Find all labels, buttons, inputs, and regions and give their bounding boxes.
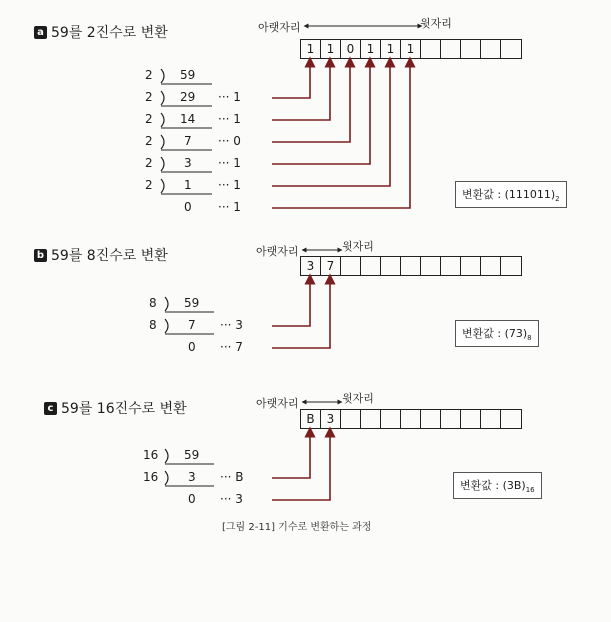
remainder: ··· 1 (218, 156, 241, 170)
division-bracket (161, 157, 164, 171)
dividend: 7 (184, 134, 192, 148)
section-c-result-base: 16 (525, 486, 535, 495)
dividend: 3 (188, 470, 196, 484)
remainder-arrow (272, 62, 330, 120)
section-b-high-label: 윗자리 (342, 240, 374, 253)
digit-cell (341, 257, 361, 275)
section-c-digit-cells (300, 409, 522, 429)
digit-cell (341, 410, 361, 428)
digit-cell (421, 257, 441, 275)
section-b-badge: b (34, 249, 47, 262)
dividend: 59 (184, 448, 200, 462)
digit-cell (401, 410, 421, 428)
digit-cell (461, 257, 481, 275)
section-a-result-box (455, 181, 567, 208)
section-b-result-value: (73) (504, 327, 528, 340)
digit-cell (361, 410, 381, 428)
dividend: 7 (188, 318, 196, 332)
digit-cell (381, 257, 401, 275)
dividend: 1 (184, 178, 192, 192)
divisor: 2 (145, 156, 153, 170)
section-c-badge: c (44, 402, 57, 415)
remainder: ··· 1 (218, 178, 241, 192)
section-c-result-box (453, 472, 542, 499)
divisor: 2 (145, 178, 153, 192)
section-c-heading (44, 398, 187, 418)
remainder: ··· 3 (220, 492, 243, 506)
division-bracket (161, 91, 164, 105)
remainder: ··· 1 (218, 112, 241, 126)
remainder-arrow (272, 62, 310, 98)
section-c-title: 59를 16진수로 변환 (61, 401, 187, 417)
section-c-result-value: (3B) (502, 479, 526, 492)
remainder-arrow (272, 62, 410, 208)
dividend: 0 (184, 200, 192, 214)
digit-cell (381, 410, 401, 428)
dividend: 14 (180, 112, 196, 126)
digit-cell (481, 410, 501, 428)
remainder: ··· 1 (218, 200, 241, 214)
dividend: 29 (180, 90, 196, 104)
digit-cell (401, 257, 421, 275)
remainder-arrow (272, 432, 330, 500)
digit-cell: B (301, 410, 321, 428)
remainder-arrow (272, 279, 330, 348)
remainder-arrow (272, 279, 310, 326)
remainder: ··· 3 (220, 318, 243, 332)
dividend: 0 (188, 492, 196, 506)
digit-cell: 3 (301, 257, 321, 275)
divisor: 8 (149, 318, 157, 332)
remainder-arrow (272, 432, 310, 478)
digit-cell (441, 257, 461, 275)
division-bracket (165, 449, 168, 463)
digit-cell: 3 (321, 410, 341, 428)
section-b-digit-cells (300, 256, 522, 276)
digit-cell (481, 40, 501, 58)
division-bracket (161, 179, 164, 193)
digit-cell (441, 40, 461, 58)
division-bracket (161, 69, 164, 83)
section-b-title: 59를 8진수로 변환 (51, 248, 168, 264)
dividend: 0 (188, 340, 196, 354)
digit-cell (361, 257, 381, 275)
remainder-arrow (272, 62, 350, 142)
division-bracket (165, 297, 168, 311)
section-b-low-label: 아랫자리 (256, 245, 299, 258)
remainder: ··· B (220, 470, 244, 484)
digit-cell: 1 (301, 40, 321, 58)
section-c-result-label: 변환값 : (460, 479, 503, 492)
digit-cell (501, 40, 521, 58)
digit-cell (501, 410, 521, 428)
dividend: 59 (180, 68, 196, 82)
division-bracket (165, 471, 168, 485)
digit-cell (421, 40, 441, 58)
section-a-title: 59를 2진수로 변환 (51, 25, 168, 41)
digit-cell (461, 410, 481, 428)
digit-cell (461, 40, 481, 58)
divisor: 2 (145, 68, 153, 82)
digit-cell (421, 410, 441, 428)
dividend: 3 (184, 156, 192, 170)
section-a-low-label: 아랫자리 (258, 21, 301, 34)
divisor: 8 (149, 296, 157, 310)
section-a-heading (34, 22, 168, 42)
digit-cell: 7 (321, 257, 341, 275)
divisor: 16 (143, 448, 159, 462)
section-a-result-label: 변환값 : (462, 188, 505, 201)
division-bracket (161, 113, 164, 127)
digit-cell (501, 257, 521, 275)
section-a-result-base: 2 (555, 195, 560, 204)
remainder-arrow (272, 62, 370, 164)
figure-caption: [그림 2-11] 기수로 변환하는 과정 (222, 522, 372, 533)
section-b-result-box (455, 320, 539, 347)
digit-cell: 1 (321, 40, 341, 58)
section-a-badge: a (34, 26, 47, 39)
divisor: 2 (145, 112, 153, 126)
division-bracket (165, 319, 168, 333)
section-c-high-label: 윗자리 (342, 392, 374, 405)
section-b-result-base: 8 (527, 334, 532, 343)
dividend: 59 (184, 296, 200, 310)
remainder: ··· 7 (220, 340, 243, 354)
remainder: ··· 1 (218, 90, 241, 104)
digit-cell (441, 410, 461, 428)
digit-cell: 1 (361, 40, 381, 58)
section-a-high-label: 윗자리 (420, 17, 452, 30)
section-c-low-label: 아랫자리 (256, 397, 299, 410)
divisor: 16 (143, 470, 159, 484)
remainder-arrow (272, 62, 390, 186)
divisor: 2 (145, 134, 153, 148)
section-b-result-label: 변환값 : (462, 327, 505, 340)
section-b-heading (34, 245, 168, 265)
section-a-digit-cells (300, 39, 522, 59)
remainder: ··· 0 (218, 134, 241, 148)
division-bracket (161, 135, 164, 149)
digit-cell: 1 (401, 40, 421, 58)
digit-cell: 0 (341, 40, 361, 58)
divisor: 2 (145, 90, 153, 104)
section-a-result-value: (111011) (504, 188, 556, 201)
digit-cell: 1 (381, 40, 401, 58)
digit-cell (481, 257, 501, 275)
